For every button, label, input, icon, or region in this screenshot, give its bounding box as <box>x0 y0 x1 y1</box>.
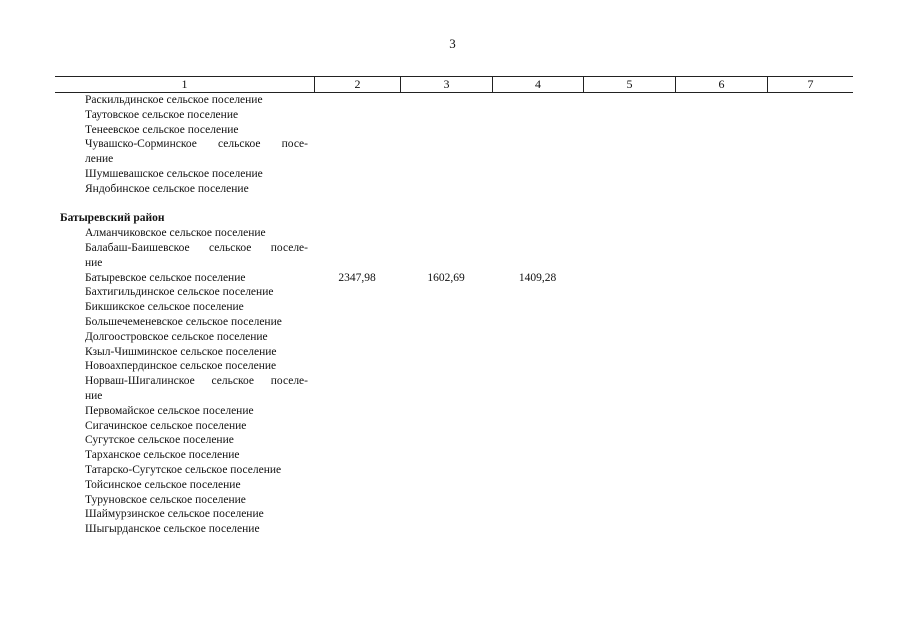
value-cell-4 <box>492 478 583 493</box>
settlement-name: Сугутское сельское поселение <box>85 434 234 447</box>
value-cell-3 <box>400 419 492 434</box>
page-number: 3 <box>449 36 456 51</box>
value-cell-3 <box>400 256 492 271</box>
value-cell-4 <box>492 182 583 197</box>
value-cell-3 <box>400 389 492 404</box>
settlement-name: Татарско-Сугутское сельское поселение <box>85 463 282 476</box>
value-cell-4 <box>492 463 583 478</box>
table-row <box>55 404 853 419</box>
value-cell-3 <box>400 123 492 138</box>
district-heading-row <box>55 211 853 226</box>
settlement-name: Кзыл-Чишминское сельское поселение <box>85 345 277 358</box>
value-cell-4 <box>492 108 583 123</box>
settlement-name: Бикшикское сельское поселение <box>85 301 244 314</box>
value-cell-2 <box>314 285 400 300</box>
value-cell-2 <box>314 493 400 508</box>
value-cell-2 <box>314 359 400 374</box>
value-cell-2 <box>314 419 400 434</box>
value-cell-3 <box>400 359 492 374</box>
table-row <box>55 448 853 463</box>
value-cell-3 <box>400 448 492 463</box>
value-cell-2 <box>314 507 400 522</box>
value-cell-2 <box>314 374 400 389</box>
settlement-name: Тенеевское сельское поселение <box>85 123 239 136</box>
settlement-name: Яндобинское сельское поселение <box>85 182 249 195</box>
value-cell-3 <box>400 433 492 448</box>
value-cell-4 <box>492 374 583 389</box>
settlement-name: Тарханское сельское поселение <box>85 449 240 462</box>
value-cell-2 <box>314 404 400 419</box>
value-cell-2 <box>314 315 400 330</box>
table-row <box>55 152 853 167</box>
value-cell-4 <box>492 448 583 463</box>
row-spacer <box>55 197 853 212</box>
table-row <box>55 463 853 478</box>
table-row <box>55 433 853 448</box>
value-cell-3 <box>400 404 492 419</box>
table-row <box>55 108 853 123</box>
table-row <box>55 285 853 300</box>
table-row <box>55 522 853 537</box>
header-col-1: 1 <box>181 77 188 91</box>
header-col-3: 3 <box>400 77 492 92</box>
value-cell-4: 1409,28 <box>518 271 557 284</box>
value-cell-3 <box>400 300 492 315</box>
table-row <box>55 359 853 374</box>
settlement-name: Долгоостровское сельское поселение <box>85 330 268 343</box>
value-cell-4 <box>492 226 583 241</box>
value-cell-4 <box>492 152 583 167</box>
value-cell-2 <box>314 448 400 463</box>
table-row <box>55 226 853 241</box>
table-row <box>55 271 853 286</box>
value-cell-4 <box>492 123 583 138</box>
settlement-name: Туруновское сельское поселение <box>85 493 246 506</box>
value-cell-2 <box>314 463 400 478</box>
settlement-name: Шумшевашское сельское поселение <box>85 167 263 180</box>
table-row <box>55 256 853 271</box>
value-cell-3 <box>400 330 492 345</box>
table-header <box>55 76 853 93</box>
value-cell-2 <box>314 137 400 152</box>
value-cell-2 <box>314 108 400 123</box>
value-cell-2 <box>314 123 400 138</box>
value-cell-3 <box>400 522 492 537</box>
value-cell-4 <box>492 345 583 360</box>
header-col-4: 4 <box>492 77 583 92</box>
value-cell-4 <box>492 137 583 152</box>
table-row <box>55 478 853 493</box>
value-cell-4 <box>492 419 583 434</box>
settlement-name: Сигачинское сельское поселение <box>85 419 247 432</box>
value-cell-4 <box>492 167 583 182</box>
settlement-name: Алманчиковское сельское поселение <box>85 227 266 240</box>
value-cell-4 <box>492 433 583 448</box>
value-cell-3 <box>400 211 492 226</box>
value-cell-2 <box>314 211 400 226</box>
value-cell-3 <box>400 167 492 182</box>
settlement-name: ление <box>85 153 114 166</box>
value-cell-3 <box>400 463 492 478</box>
value-cell-4 <box>492 211 583 226</box>
settlement-name: Первомайское сельское поселение <box>85 404 254 417</box>
table-row <box>55 419 853 434</box>
settlement-name: Норваш-Шигалинское сельское поселе- <box>85 375 308 388</box>
value-cell-4 <box>492 285 583 300</box>
settlement-name: ние <box>85 256 103 269</box>
value-cell-3 <box>400 507 492 522</box>
value-cell-2 <box>314 226 400 241</box>
value-cell-2 <box>314 93 400 108</box>
value-cell-2 <box>314 167 400 182</box>
value-cell-3 <box>400 182 492 197</box>
table-row <box>55 315 853 330</box>
value-cell-3 <box>400 241 492 256</box>
value-cell-3 <box>400 108 492 123</box>
value-cell-2 <box>314 522 400 537</box>
table-row <box>55 123 853 138</box>
header-col-5: 5 <box>583 77 675 92</box>
settlement-name: ние <box>85 389 103 402</box>
value-cell-2 <box>314 152 400 167</box>
value-cell-3 <box>400 478 492 493</box>
settlement-name: Бахтигильдинское сельское поселение <box>85 286 274 299</box>
value-cell-4 <box>492 256 583 271</box>
value-cell-2 <box>314 433 400 448</box>
value-cell-4 <box>492 493 583 508</box>
value-cell-4 <box>492 241 583 256</box>
table-row <box>55 493 853 508</box>
value-cell-2 <box>314 478 400 493</box>
value-cell-4 <box>492 507 583 522</box>
value-cell-4 <box>492 330 583 345</box>
header-col-2: 2 <box>314 77 400 92</box>
settlement-name: Балабаш-Баишевское сельское поселе- <box>85 241 308 254</box>
table-row <box>55 182 853 197</box>
value-cell-4 <box>492 300 583 315</box>
value-cell-3 <box>400 493 492 508</box>
table-row <box>55 241 853 256</box>
settlement-name: Шыгырданское сельское поселение <box>85 523 260 536</box>
value-cell-3 <box>400 137 492 152</box>
settlement-name: Новоахпердинское сельское поселение <box>85 360 277 373</box>
value-cell-4 <box>492 359 583 374</box>
table-row <box>55 93 853 108</box>
settlement-name: Чувашско-Сорминское сельское посе- <box>85 138 308 151</box>
value-cell-2 <box>314 389 400 404</box>
district-name: Батыревский район <box>60 212 165 225</box>
settlement-name: Тойсинское сельское поселение <box>85 478 241 491</box>
table-row <box>55 389 853 404</box>
table-row <box>55 300 853 315</box>
value-cell-2 <box>314 345 400 360</box>
settlement-name: Таутовское сельское поселение <box>85 108 239 121</box>
value-cell-3 <box>400 93 492 108</box>
value-cell-2 <box>314 300 400 315</box>
value-cell-3 <box>400 345 492 360</box>
table-row <box>55 137 853 152</box>
value-cell-3 <box>400 315 492 330</box>
value-cell-3 <box>400 226 492 241</box>
table-row <box>55 330 853 345</box>
header-col-6: 6 <box>675 77 767 92</box>
value-cell-4 <box>492 389 583 404</box>
value-cell-2 <box>314 182 400 197</box>
value-cell-3 <box>400 152 492 167</box>
value-cell-3 <box>400 285 492 300</box>
value-cell-4 <box>492 404 583 419</box>
value-cell-2 <box>314 241 400 256</box>
value-cell-2 <box>314 256 400 271</box>
header-col-7: 7 <box>767 77 853 92</box>
settlement-name: Раскильдинское сельское поселение <box>85 94 263 106</box>
value-cell-2: 2347,98 <box>338 271 376 284</box>
settlement-name: Шаймурзинское сельское поселение <box>85 508 264 521</box>
value-cell-3: 1602,69 <box>427 271 465 284</box>
table-row <box>55 167 853 182</box>
settlement-name: Большечеменевское сельское поселение <box>85 315 282 328</box>
value-cell-4 <box>492 93 583 108</box>
value-cell-2 <box>314 330 400 345</box>
value-cell-4 <box>492 315 583 330</box>
value-cell-4 <box>492 522 583 537</box>
settlement-name: Батыревское сельское поселение <box>85 271 246 284</box>
table-row <box>55 374 853 389</box>
value-cell-3 <box>400 374 492 389</box>
table-row <box>55 345 853 360</box>
table-body <box>55 93 853 537</box>
table-row <box>55 507 853 522</box>
